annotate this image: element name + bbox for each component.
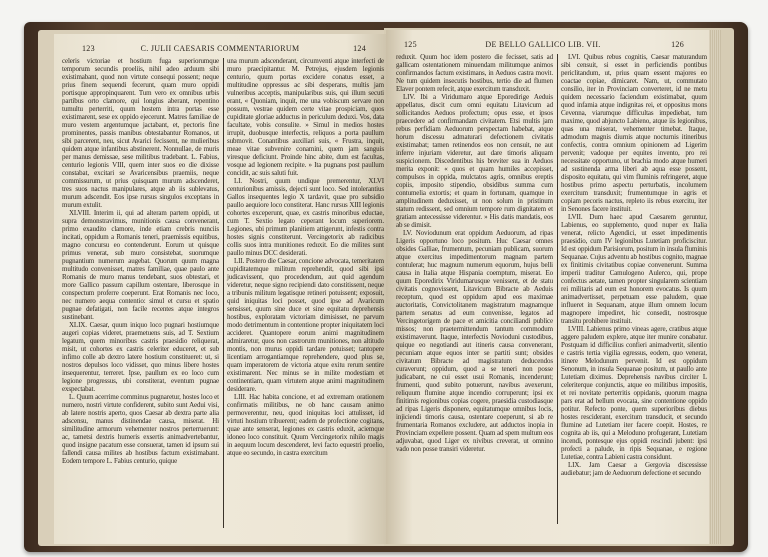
paragraph: XLVIII. Interim ii, qui ad alteram partem oppidi, ut supra demonstravimus, munitionis causa convenerant, primo exaudito clamore, inde etiam crebris nunciis incitati, oppidum a Romanis teneri, praemissis equitibus, magno concursu eo contenderunt. Eorum ut quisque primus venerat, sub muro consistebat, suorumque pugnantium numerum augebat. Quorum quum magna multitudo convenisset, matres familiae, quae paulo ante Romanis de muro manus tendebant, suos obtestari, et more Gallico passum capillum ostentare, liberosque in conspectum proferre coeperunt. Erat Romanis nec loco, nec numero aequa contentio: simul et cursu et spatio pugnae defatigati, non facile recentes atque integros sustinebant.	[62, 209, 219, 321]
page-number: 125	[404, 40, 417, 49]
paragraph: LVI. Quibus rebus cognitis, Caesar maturandum sibi censuit, si esset in perficiendis pontibus periclitandum, ut, prius quam essent majores eo coactae copiae, dimicaret. Nam, ut, commutato consilio, iter in Provinciam converteret, id ne metu quidem necessario faciendum existimabat, quum quod infamia atque indignitas rei, et oppositus mons Cevenna, viarumque difficultas impediebat, tum maxime, quod abjuncto Labieno, atque iis legionibus, quas una miserat, vehementer timebat. Itaque, admodum magnis diurnis atque nocturnis itineribus confectis, contra omnium opinionem ad Ligerim pervenit; vadoque per equites invento, pro rei necessitate opportuno, ut brachia modo atque humeri ad sustinenda arma liberi ab aqua esse possent, disposito equitatu, qui vim fluminis refringeret, atque hostibus primo aspectu perturbatis, incolumem exercitum transduxit; frumentumque in agris et copiam pecoris nactus, repleto iis rebus exercitu, iter in Senones facere instituit.	[561, 53, 707, 213]
page-number: 124	[353, 44, 366, 53]
column-rule	[557, 54, 558, 524]
paragraph: LIX. Jam Caesar a Gergovia discessisse audiebatur; jam de Aeduorum defectione et secundo	[561, 461, 707, 477]
paragraph: LIII. Hac habita concione, et ad extremam orationem confirmatis militibus, ne ob hanc causam animo permoverentur, neu, quod iniquitas loci attulisset, id virtuti hostium tribuerent; eadem de profectione cogitans, quae ante senserat, legiones ex castris eduxit, aciemque idoneo loco constituit. Quum Vercingetorix nihilo magis in aequum locum descenderet, levi facto equestri proelio, atque eo secundo, in castra exercitum	[227, 393, 384, 457]
paragraph: LII. Postero die Caesar, concione advocata, temeritatem cupiditatemque militum reprehendit, quod sibi ipsi judicavissent, quo procedendum, aut quid agendum videretur, neque signo recipiendi dato constitissent, neque a tribunis militum legatisque retineri potuissent; exposuit, quid iniquitas loci posset, quod ipse ad Avaricum sensisset, quum sine duce et sine equitatu deprehensis hostibus, exploratam victoriam dimisisset, ne parvum modo detrimentum in contentione propter iniquitatem loci accideret. Quantopere eorum animi magnitudinem admiraretur, quos non castrorum munitiones, non altitudo montis, non murus oppidi tardare potuisset; tantopere licentiam arrogantiamque reprehendere, quod plus se, quam imperatorem de victoria atque exitu rerum sentire existimarent. Nec minus se in milite modestiam et continentiam, quam virtutem atque animi magnitudinem desiderare.	[227, 257, 384, 393]
text-column	[561, 53, 707, 477]
page-number: 126	[671, 40, 684, 49]
paragraph: LVIII. Labienus primo vineas agere, cratibus atque aggere paludem explere, atque iter munire conabatur. Postquam id difficilius confieri animadvertit, silentio e castris tertia vigilia egressus, eodem, quo venerat, itinere Melodunum pervenit. Id est oppidum Senonum, in insula Sequanae positum, ut paullo ante Lutetiam diximus. Deprehensis navibus circiter L celeriterque conjunctis, atque eo militibus impositis, et rei novitate perterritis oppidanis, quorum magna pars erat ad bellum evocata, sine contentione oppido potitur. Refecto ponte, quem superioribus diebus hostes resciderant, exercitum transducit, et secundo flumine ad Lutetiam iter facere coepit. Hostes, re cognita ab iis, qui a Meloduno profugerant, Lutetiam incendi, pontesque ejus oppidi rescindi jubent: ipsi profecti a palude, in ripis Sequanae, e regione Lutetiae, contra Labieni castra considunt.	[561, 325, 707, 461]
paragraph: celeris victoriae et hostium fuga superiorumque temporum secundis proeliis, nihil adeo arduum sibi existimabant, quod non virtute consequi possent; neque prius finem sequendi fecerunt, quam muro oppidi portisque appropinquarent. Tum vero ex omnibus urbis partibus orto clamore, qui longius aberant, repentino tumultu perterriti, quum hostem intra portas esse existimarent, sese ex oppido ejecerunt. Matres familiae de muro vestem argentumque jactabant, et, pectoris fine prominentes, passis manibus obtestabantur Romanos, ut sibi parcerent, neu, sicut Avarici fecissent, ne mulieribus quidem atque infantibus abstinerent. Nonnullae, de muris per manus demissae, sese militibus tradebant. L. Fabius, centurio legionis VIII, quem inter suos eo die dixisse constabat, excitari se Avaricensibus praemiis, neque commissurum, ut prius quisquam murum adscenderet, tres suos nactus manipulares, atque ab iis sublevatus, murum adscendit. Eos ipse rursus singulos exceptans in murum extulit.	[62, 57, 219, 209]
paragraph: una murum adscenderant, circumventi atque interfecti de muro praecipitantur. M. Petrejus, ejusdem legionis centurio, quum portas excidere conatus esset, a multitudine oppressus ac sibi desperans, multis jam vulneribus acceptis, manipularibus suis, qui illum secuti erant, « Quoniam, inquit, me una vobiscum servare non possum, vestrae quidem certe vitae prospiciam, quos cupiditate gloriae adductus in periculum deduxi. Vos, data facultate, vobis consulite. » Simul in medios hostes irrupit, duobusque interfectis, reliquos a porta paullum submovit. Conantibus auxiliari suis, « Frustra, inquit, meae vitae subvenire conamini, quem jam sanguis viresque deficiunt. Proinde hinc abite, dum est facultas, vosque ad legionem recipite. » Ita pugnans post paullum concidit, ac suis saluti fuit.	[227, 57, 384, 177]
text-column	[62, 57, 219, 465]
column-rule	[223, 58, 224, 528]
page-edges	[709, 30, 721, 544]
paragraph: LV. Noviodunum erat oppidum Aeduorum, ad ripas Ligeris opportuno loco positum. Huc Caesar omnes obsides Galliae, frumentum, pecuniam publicam, suorum atque exercitus impedimentorum magnam partem contulerat; huc magnum numerum equorum, hujus belli causa in Italia atque Hispania coemptum, miserat. Eo quum Eporedirix Viridumarusque venissent, et de statu civitatis cognovissent, Litavicum Bibracte ab Aeduis receptum, quod est oppidum apud eos maximae auctoritatis, Convictolitanem magistratum magnamque partem senatus ad eum convenisse, legatos ad Vercingetorigem de pace et amicitia conciliandi publice missos; non praetermittendum tantum commodum existimaverunt. Itaque, interfectis Novioduni custodibus, quique eo negotiandi aut itineris causa convenerant, pecuniam atque equos inter se partiti sunt; obsides civitatum Bibracte ad magistratum deducendos curaverunt; oppidum, quod a se teneri non posse judicabant, ne cui esset usui Romanis, incenderunt; frumenti, quod subito potuerunt, navibus avexerunt, reliquum flumine atque incendio corruperunt; ipsi ex finitimis regionibus copias cogere, praesidia custodiasque ad ripas Ligeris disponere, equitatumque omnibus locis, injiciendi timoris causa, ostentare coeperunt, si ab re frumentaria Romanos excludere, aut adductos inopia in Provinciam expellere possent. Quam ad spem multum eos adjuvabat, quod Liger ex nivibus creverat, ut omnino vado non posse transiri videretur.	[396, 229, 553, 453]
text-column	[227, 57, 384, 457]
text-column	[396, 53, 553, 453]
right-page	[386, 30, 720, 544]
paragraph: L. Quum acerrime comminus pugnaretur, hostes loco et numero, nostri virtute confiderent, subito sunt Aedui visi, ab latere nostris aperto, quos Caesar ab dextra parte alia adscensu, manus distinendae causa, miserat. Hi similitudine armorum vehementer nostros perterruerunt: ac, tametsi dextris humeris exsertis animadvertebantur, quod insigne pacatum esse consuerat, tamen id ipsum sui fallendi causa milites ab hostibus factum existimabant. Eodem tempore L. Fabius centurio, quique	[62, 393, 219, 465]
paragraph: LIV. Ibi a Viridumaro atque Eporedirige Aeduis appellatus, discit cum omni equitatu Litavicum ad sollicitandos Aeduos profectum; opus esse, et ipsos praecedere ad confirmandam civitatem. Etsi multis jam rebus perfidiam Aeduorum perspectam habebat, atque horum discessu admaturari defectionem civitatis existimabat; tamen retinendos eos non censuit, ne aut inferre injuriam videretur, aut dare timoris aliquam suspicionem. Discedentibus his breviter sua in Aeduos merita exponit: « quos et quam humiles accepisset, compulsos in oppida, mulctatos agris, omnibus ereptis copiis, imposito stipendio, obsidibus summa cum contumelia extortis; et quam in fortunam, quamque in amplitudinem deduxisset, ut non solum in pristinum statum redissent, sed omnium tempore rum dignitatem et gratiam antecessisse viderentur. » His datis mandatis, eos ab se dimisit.	[396, 93, 553, 229]
paragraph: XLIX. Caesar, quum iniquo loco pugnari hostiumque augeri copias videret, praemetuens suis, ad T. Sextium legatum, quem minoribus castris praesidio reliquerat, misit, ut cohortes ex castris celeriter educeret, et sub infimo colle ab dextro latere hostium constitueret: ut, si nostros depulsos loco vidisset, quo minus libere hostes insequerentur, terreret. Ipse, paullum ex eo loco cum legione progressus, ubi constiterat, eventum pugnae exspectabat.	[62, 321, 219, 393]
running-title: C. JULII CAESARIS COMMENTARIORUM	[140, 44, 300, 53]
paragraph: LI. Nostri, quum undique premerentur, XLVI centurionibus amissis, dejecti sunt loco. Sed intolerantius Gallos insequentes legio X tardavit, quae pro subsidio paullo aequiore loco constiterat. Hanc rursus XIII legionis cohortes exceperunt, quae, ex castris minoribus eductae, cum T. Sextio legato ceperant locum superiorem. Legiones, ubi primum planitiem attigerunt, infestis contra hostes signis constiterunt. Vercingetorix ab radicibus collis suos intra munitiones reduxit. Eo die milites sunt paullo minus DCC desiderati.	[227, 177, 384, 257]
left-page	[54, 34, 386, 544]
paragraph: reduxit. Quum hoc idem postero die fecisset, satis ad gallicam ostentationem minuendam militumque animos confirmandos factum existimans, in Aeduos castra movit. Ne tum quidem insecutis hostibus, tertio die ad flumen Elaver pontem refecit, atque exercitum transduxit.	[396, 53, 553, 93]
page-number: 123	[82, 44, 95, 53]
paragraph: LVII. Dum haec apud Caesarem geruntur, Labienus, eo supplemento, quod nuper ex Italia venerat, relicto Agendici, ut esset impedimentis praesidio, cum IV legionibus Lutetiam proficiscitur. Id est oppidum Parisiorum, positum in insula fluminis Sequanae. Cujus adventu ab hostibus cognito, magnae ex finitimis civitatibus copiae convenerunt. Summa imperii traditur Camulogeno Aulerco, qui, prope confectus aetate, tamen propter singularem scientiam rei militaris ad eum est honorem evocatus. Is quum animadvertisset, perpetuam esse paludem, quae influeret in Sequanam, atque illum omnem locum magnopere impediret, hic consedit, nostrosque transitu prohibere instituit.	[561, 213, 707, 325]
running-title: DE BELLO GALLICO LIB. VII.	[485, 40, 601, 49]
